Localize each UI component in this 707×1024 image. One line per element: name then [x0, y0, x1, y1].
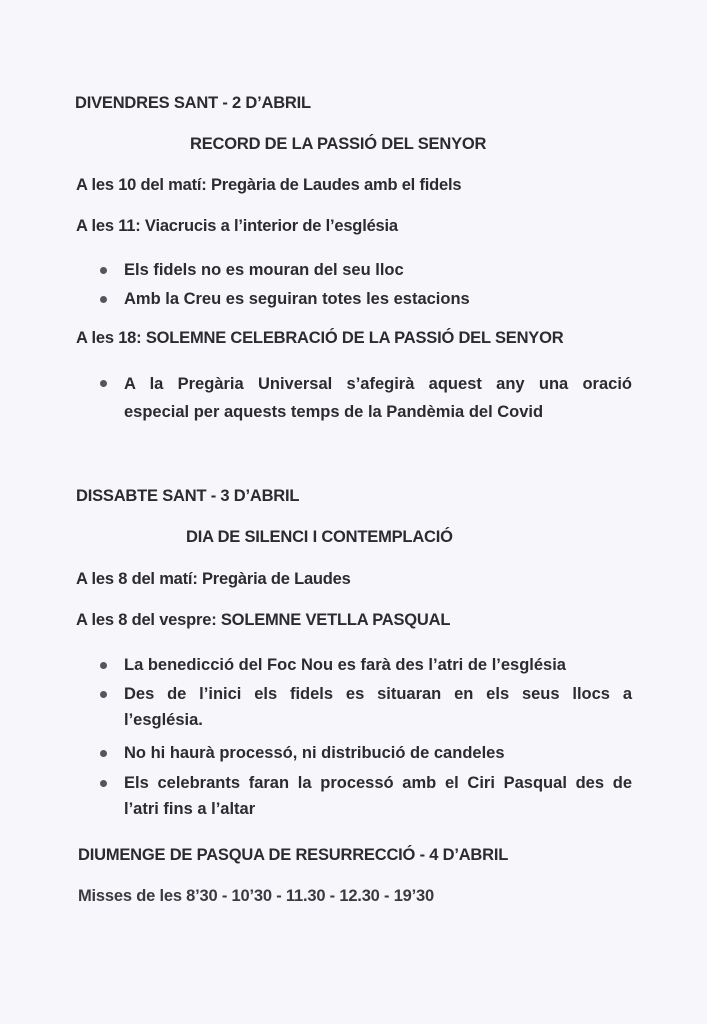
bullet-icon [100, 380, 107, 387]
bullet-text-line1: A la Pregària Universal s’afegirà aquest any una oració [124, 375, 632, 393]
bullet-text-line2: l’atri fins a l’altar [124, 800, 256, 818]
bullet-text-line1: No hi haurà processó, ni distribució de candeles [124, 744, 505, 762]
bullet-text-line1: La benedicció del Foc Nou es farà des l’atri de l’església [124, 656, 566, 674]
bullet-item [100, 286, 632, 312]
schedule-entry: A les 11: Viacrucis a l’interior de l’església [76, 217, 398, 235]
bullet-text-line2: l’església. [124, 711, 203, 729]
schedule-entry: A les 8 del matí: Pregària de Laudes [76, 570, 351, 588]
bullet-item [100, 652, 632, 678]
bullet-item [100, 770, 632, 822]
bullet-item [100, 681, 632, 733]
section-heading-good-friday: DIVENDRES SANT - 2 D’ABRIL [75, 94, 311, 112]
bullet-icon [100, 267, 107, 274]
bullet-icon [100, 662, 107, 669]
mass-times: Misses de les 8’30 - 10’30 - 11.30 - 12.30 - 19’30 [78, 887, 434, 905]
bullet-icon [100, 691, 107, 698]
bullet-text: Els fidels no es mouran del seu lloc [124, 261, 404, 279]
section-subtitle-holy-saturday: DIA DE SILENCI I CONTEMPLACIÓ [186, 528, 453, 546]
schedule-entry: A les 8 del vespre: SOLEMNE VETLLA PASQUAL [76, 611, 451, 629]
bullet-text-line1: Els celebrants faran la processó amb el Ciri Pasqual des de [124, 774, 632, 792]
bullet-icon [100, 780, 107, 787]
bullet-text-line2: especial per aquests temps de la Pandèmia del Covid [124, 403, 544, 421]
section-heading-holy-saturday: DISSABTE SANT - 3 D’ABRIL [76, 487, 300, 505]
bullet-icon [100, 296, 107, 303]
section-subtitle-good-friday: RECORD DE LA PASSIÓ DEL SENYOR [190, 135, 487, 153]
bullet-item [100, 370, 632, 426]
bullet-item [100, 740, 632, 766]
schedule-entry: A les 18: SOLEMNE CELEBRACIÓ DE LA PASSIÓ DEL SENYOR [76, 329, 564, 347]
bullet-text: Amb la Creu es seguiran totes les estacions [124, 290, 470, 308]
bullet-item [100, 257, 632, 283]
schedule-entry: A les 10 del matí: Pregària de Laudes amb el fidels [76, 176, 462, 194]
bullet-text-line1: Des de l’inici els fidels es situaran en els seus llocs a [124, 685, 632, 703]
bullet-icon [100, 750, 107, 757]
section-heading-easter-sunday: DIUMENGE DE PASQUA DE RESURRECCIÓ - 4 D’ABRIL [78, 846, 509, 864]
